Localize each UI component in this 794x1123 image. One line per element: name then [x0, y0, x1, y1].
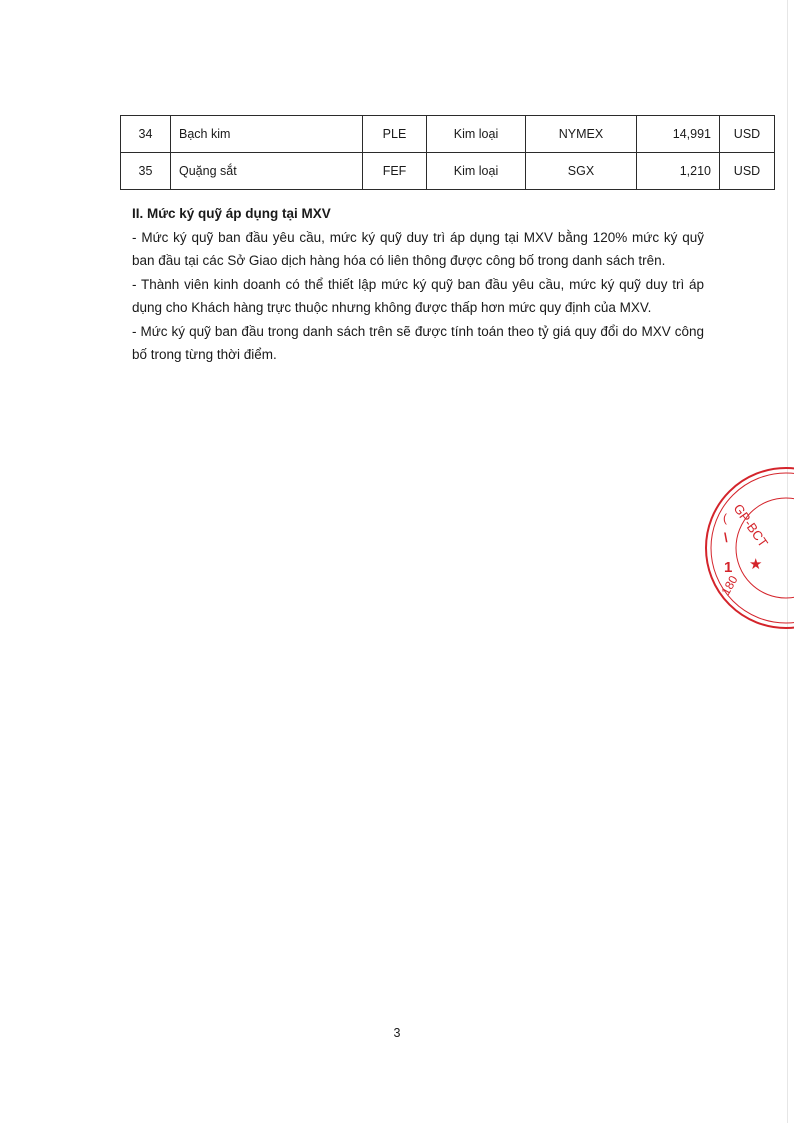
cell-group: Kim loại [427, 153, 526, 190]
svg-text:1: 1 [724, 559, 733, 576]
cell-exchange: NYMEX [526, 116, 637, 153]
cell-group: Kim loại [427, 116, 526, 153]
cell-no: 34 [121, 116, 171, 153]
cell-commodity-name: Bạch kim [171, 116, 363, 153]
table-row [121, 116, 775, 153]
margin-section [132, 202, 704, 367]
cell-margin: 1,210 [637, 153, 720, 190]
margin-table [120, 115, 775, 190]
cell-code: PLE [363, 116, 427, 153]
svg-text:180: 180 [718, 573, 741, 598]
cell-currency: USD [720, 116, 775, 153]
svg-text:\: \ [724, 530, 728, 545]
paragraph-exchange-rate: - Mức ký quỹ ban đầu trong danh sách trên sẽ được tính toán theo tỷ giá quy đổi do MXV công bố trong từng thời điểm. [132, 323, 704, 362]
section-title: II. Mức ký quỹ áp dụng tại MXV [132, 206, 331, 221]
svg-text:★: ★ [749, 556, 763, 573]
cell-commodity-name: Quặng sắt [171, 153, 363, 190]
svg-text:(: ( [723, 511, 727, 525]
red-seal-stamp [676, 466, 794, 646]
paragraph-initial-margin: - Mức ký quỹ ban đầu yêu cầu, mức ký quỹ duy trì áp dụng tại MXV bằng 120% mức ký quỹ ban đầu tại các Sở Giao dịch hàng hóa có liên thông được công bố trong danh sách trên. [132, 229, 704, 268]
page-number: 3 [393, 1026, 401, 1040]
cell-no: 35 [121, 153, 171, 190]
cell-margin: 14,991 [637, 116, 720, 153]
svg-text:GP-BCT: GP-BCT [730, 501, 772, 550]
paragraph-member-margin: - Thành viên kinh doanh có thể thiết lập mức ký quỹ ban đầu yêu cầu, mức ký quỹ duy trì áp dụng cho Khách hàng trực thuộc nhưng không được thấp hơn mức quy định của MXV. [132, 276, 704, 315]
table-row [121, 153, 775, 190]
cell-currency: USD [720, 153, 775, 190]
cell-code: FEF [363, 153, 427, 190]
cell-exchange: SGX [526, 153, 637, 190]
